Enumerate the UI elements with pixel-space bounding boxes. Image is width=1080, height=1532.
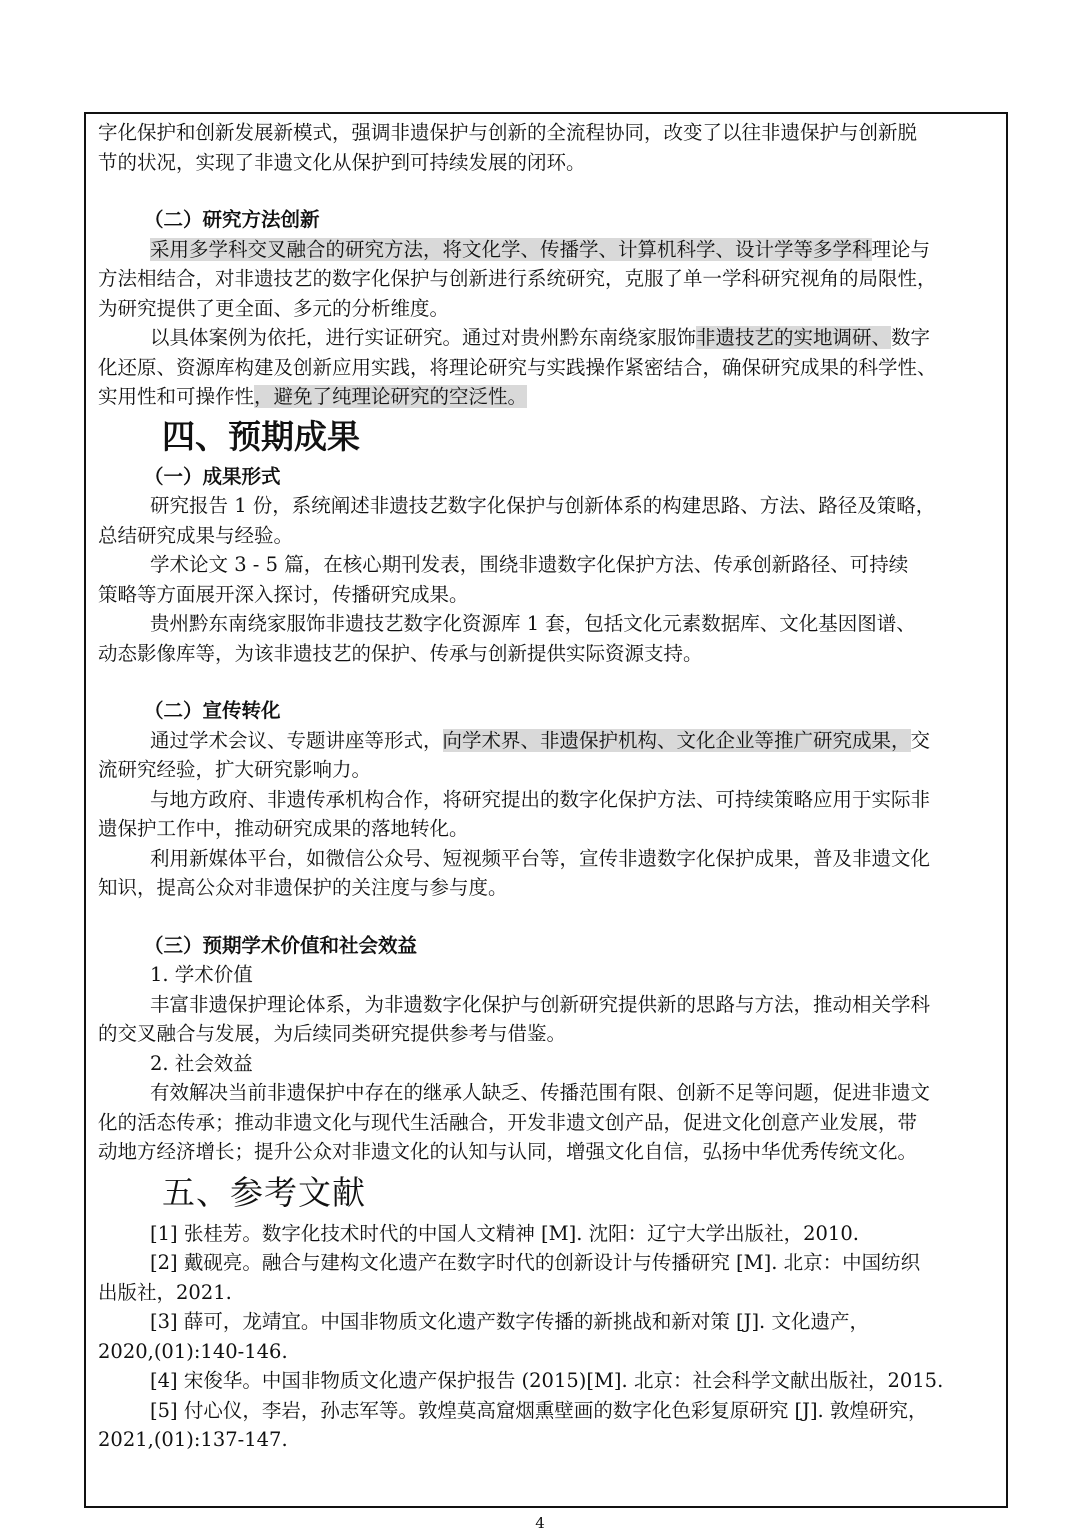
text-span: 数字 — [891, 326, 931, 349]
text-span: 通过学术会议、专题讲座等形式， — [150, 728, 443, 752]
text-span: 交 — [910, 728, 931, 752]
text-line: 研究报告 1 份，系统阐述非遗技艺数字化保护与创新体系的构建思路、方法、路径及策略， — [150, 494, 936, 517]
highlighted-text: 向学术界、非遗保护机构、文化企业等推广研究成果， — [442, 728, 911, 752]
reference-line: [5] 付心仪，李岩，孙志军等。敦煌莫高窟烟熏壁画的数字化色彩复原研究 [J]. 敦煌研究， — [150, 1398, 928, 1422]
form-heading: （一）成果形式 — [144, 464, 281, 488]
text-line: 节的状况，实现了非遗文化从保护到可持续发展的闭环。 — [98, 150, 586, 174]
highlighted-text: ，避免了纯理论研究的空泛性。 — [254, 385, 528, 408]
text-line: 方法相结合，对非遗技艺的数字化保护与创新进行系统研究，克服了单一学科研究视角的局限性， — [98, 267, 937, 290]
document-content — [98, 118, 998, 1455]
method-heading: （二）研究方法创新 — [144, 208, 320, 231]
text-line — [98, 726, 998, 756]
academic-label: 1. 学术价值 — [150, 963, 253, 986]
text-line: 知识，提高公众对非遗保护的关注度与参与度。 — [98, 876, 508, 899]
text-span: 实用性和可操作性 — [98, 385, 255, 408]
promo-heading: （二）宣传转化 — [144, 699, 281, 722]
highlighted-text: 非遗技艺的实地调研、 — [696, 326, 892, 349]
reference-line: [4] 宋俊华。中国非物质文化遗产保护报告 (2015)[M]. 北京：社会科学文献出版社，2015. — [150, 1369, 944, 1392]
reference-line: [3] 薛可，龙靖宜。中国非物质文化遗产数字传播的新挑战和新对策 [J]. 文化遗产， — [150, 1310, 869, 1333]
text-line: 与地方政府、非遗传承机构合作，将研究提出的数字化保护方法、可持续策略应用于实际非 — [150, 787, 931, 811]
text-line: 化还原、资源库构建及创新应用实践，将理论研究与实践操作紧密结合，确保研究成果的科学性、 — [98, 355, 937, 379]
text-line: 丰富非遗保护理论体系，为非遗数字化保护与创新研究提供新的思路与方法，推动相关学科 — [150, 992, 931, 1016]
spacer — [98, 668, 998, 696]
text-line: 动态影像库等，为该非遗技艺的保护、传承与创新提供实际资源支持。 — [98, 641, 703, 665]
section-4-title: 四、预期成果 — [162, 416, 360, 456]
reference-line: [1] 张桂芳。数字化技术时代的中国人文精神 [M]. 沈阳：辽宁大学出版社，2010. — [150, 1221, 859, 1245]
text-line: 贵州黔东南绕家服饰非遗技艺数字化资源库 1 套，包括文化元素数据库、文化基因图谱、 — [150, 612, 916, 635]
text-line: 有效解决当前非遗保护中存在的继承人缺乏、传播范围有限、创新不足等问题，促进非遗文 — [150, 1081, 931, 1104]
reference-line: [2] 戴砚亮。融合与建构文化遗产在数字时代的创新设计与传播研究 [M]. 北京：中国纺织 — [150, 1251, 921, 1274]
page-number: 4 — [535, 1514, 545, 1532]
text-line: 字化保护和创新发展新模式，强调非遗保护与创新的全流程协同，改变了以往非遗保护与创新脱 — [98, 121, 918, 144]
reference-line: 出版社，2021. — [98, 1280, 232, 1304]
text-line: 为研究提供了更全面、多元的分析维度。 — [98, 296, 450, 320]
spacer — [98, 903, 998, 931]
text-line — [98, 382, 998, 412]
text-line: 动地方经济增长；提升公众对非遗文化的认知与认同，增强文化自信，弘扬中华优秀传统文化。 — [98, 1140, 918, 1163]
text-line: 遗保护工作中，推动研究成果的落地转化。 — [98, 817, 469, 840]
text-line — [98, 235, 998, 265]
text-span: 以具体案例为依托，进行实证研究。通过对贵州黔东南绕家服饰 — [150, 326, 697, 349]
text-line: 策略等方面展开深入探讨，传播研究成果。 — [98, 582, 469, 606]
highlighted-text: 采用多学科交叉融合的研究方法，将文化学、传播学、计算机科学、设计学等多学科 — [150, 237, 872, 261]
section-5-title: 五、参考文献 — [162, 1172, 366, 1212]
reference-line: 2021,(01):137-147. — [98, 1428, 288, 1451]
text-line: 学术论文 3 - 5 篇，在核心期刊发表，围绕非遗数字化保护方法、传承创新路径、可持续 — [150, 553, 909, 576]
text-line — [98, 323, 998, 353]
document-frame — [84, 112, 1008, 1508]
text-line: 总结研究成果与经验。 — [98, 523, 294, 547]
social-label: 2. 社会效益 — [150, 1051, 253, 1075]
text-line: 利用新媒体平台，如微信公众号、短视频平台等，宣传非遗数字化保护成果，普及非遗文化 — [150, 846, 931, 870]
text-line: 的交叉融合与发展，为后续同类研究提供参考与借鉴。 — [98, 1022, 567, 1045]
text-line: 化的活态传承；推动非遗文化与现代生活融合，开发非遗文创产品，促进文化创意产业发展，带 — [98, 1110, 918, 1134]
value-heading: （三）预期学术价值和社会效益 — [144, 933, 418, 957]
reference-line: 2020,(01):140-146. — [98, 1339, 288, 1363]
text-span: 理论与 — [871, 237, 931, 261]
text-line: 流研究经验，扩大研究影响力。 — [98, 758, 372, 781]
spacer — [98, 177, 998, 205]
